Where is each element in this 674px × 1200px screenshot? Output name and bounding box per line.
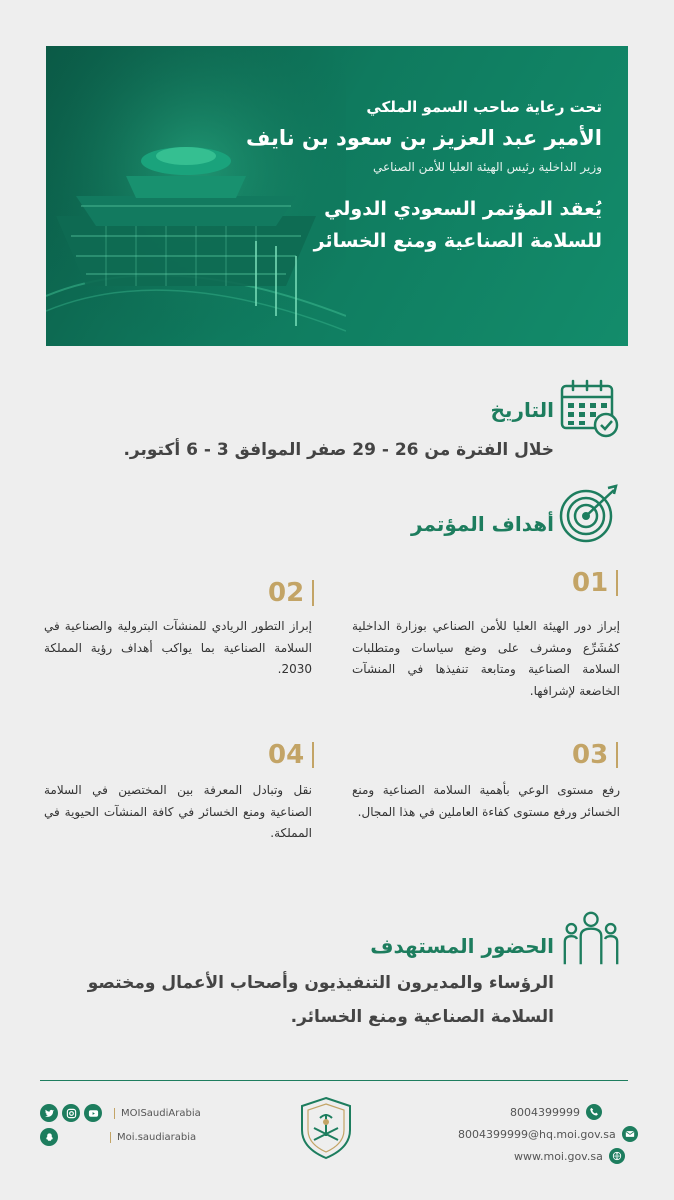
date-section-body: خلال الفترة من 26 - 29 صفر الموافق 3 - 6 أكتوبر. bbox=[123, 440, 554, 460]
patronage-line: تحت رعاية صاحب السمو الملكي bbox=[366, 98, 602, 116]
calendar-icon bbox=[558, 378, 620, 440]
audience-section-title: الحضور المستهدف bbox=[370, 934, 554, 958]
goal-number-01: 01 bbox=[572, 568, 618, 598]
website-url[interactable]: www.moi.gov.sa bbox=[514, 1149, 603, 1163]
social-handle-2[interactable]: Moi.saudiarabia bbox=[110, 1132, 196, 1143]
goal-text-03: رفع مستوى الوعي بأهمية السلامة الصناعية ومنع الخسائر ورفع مستوى كفاءة العاملين في هذا المجال. bbox=[352, 783, 620, 819]
social-row-1 bbox=[40, 1104, 201, 1122]
phone-icon bbox=[586, 1104, 602, 1120]
goals-section-title: أهداف المؤتمر bbox=[411, 512, 554, 536]
prince-name: الأمير عبد العزيز بن سعود بن نايف bbox=[245, 126, 602, 150]
youtube-icon[interactable] bbox=[84, 1104, 102, 1122]
goal-text-01: إبراز دور الهيئة العليا للأمن الصناعي بوزارة الداخلية كمُشَرِّع ومشرف على وضع سياسات ومتطلبات السلامة الصناعية ومتابعة تنفيذها في المنشآت الخاضعة لإشرافها. bbox=[352, 619, 620, 698]
snapchat-icon[interactable] bbox=[40, 1128, 58, 1146]
social-row-2 bbox=[40, 1128, 196, 1146]
target-icon bbox=[558, 484, 620, 546]
goal-text-02: إبراز التطور الريادي للمنشآت البترولية والصناعية في السلامة الصناعية بما يواكب أهداف رؤية المملكة 2030. bbox=[44, 619, 312, 676]
email-address[interactable]: 8004399999@hq.moi.gov.sa bbox=[458, 1127, 616, 1141]
globe-icon bbox=[609, 1148, 625, 1164]
goal-text-04: نقل وتبادل المعرفة بين المختصين في السلامة الصناعية ومنع الخسائر في كافة المنشآت الحيوية في المملكة. bbox=[44, 783, 312, 840]
footer-divider bbox=[40, 1080, 628, 1081]
twitter-icon[interactable] bbox=[40, 1104, 58, 1122]
hero-text-block bbox=[182, 98, 602, 252]
people-group-icon bbox=[562, 910, 620, 968]
hero-banner bbox=[46, 46, 628, 346]
contact-website[interactable] bbox=[514, 1148, 625, 1164]
audience-section-body: الرؤساء والمديرون التنفيذيون وأصحاب الأعمال ومختصو السلامة الصناعية ومنع الخسائر. bbox=[87, 973, 554, 1027]
goal-number-02: 02 bbox=[268, 578, 314, 608]
date-section-title: التاريخ bbox=[490, 398, 554, 422]
moi-emblem-icon bbox=[298, 1096, 354, 1160]
contact-phone[interactable] bbox=[510, 1104, 602, 1120]
social-handle-1[interactable]: MOISaudiArabia bbox=[114, 1108, 201, 1119]
mail-icon bbox=[622, 1126, 638, 1142]
goal-number-03: 03 bbox=[572, 740, 618, 770]
conference-title-line2: للسلامة الصناعية ومنع الخسائر bbox=[313, 230, 602, 252]
prince-title: وزير الداخلية رئيس الهيئة العليا للأمن الصناعي bbox=[372, 160, 602, 174]
instagram-icon[interactable] bbox=[62, 1104, 80, 1122]
conference-title-line1: يُعقد المؤتمر السعودي الدولي bbox=[324, 198, 602, 220]
contact-email[interactable] bbox=[458, 1126, 638, 1142]
goal-number-04: 04 bbox=[268, 740, 314, 770]
phone-number[interactable]: 8004399999 bbox=[510, 1105, 580, 1119]
